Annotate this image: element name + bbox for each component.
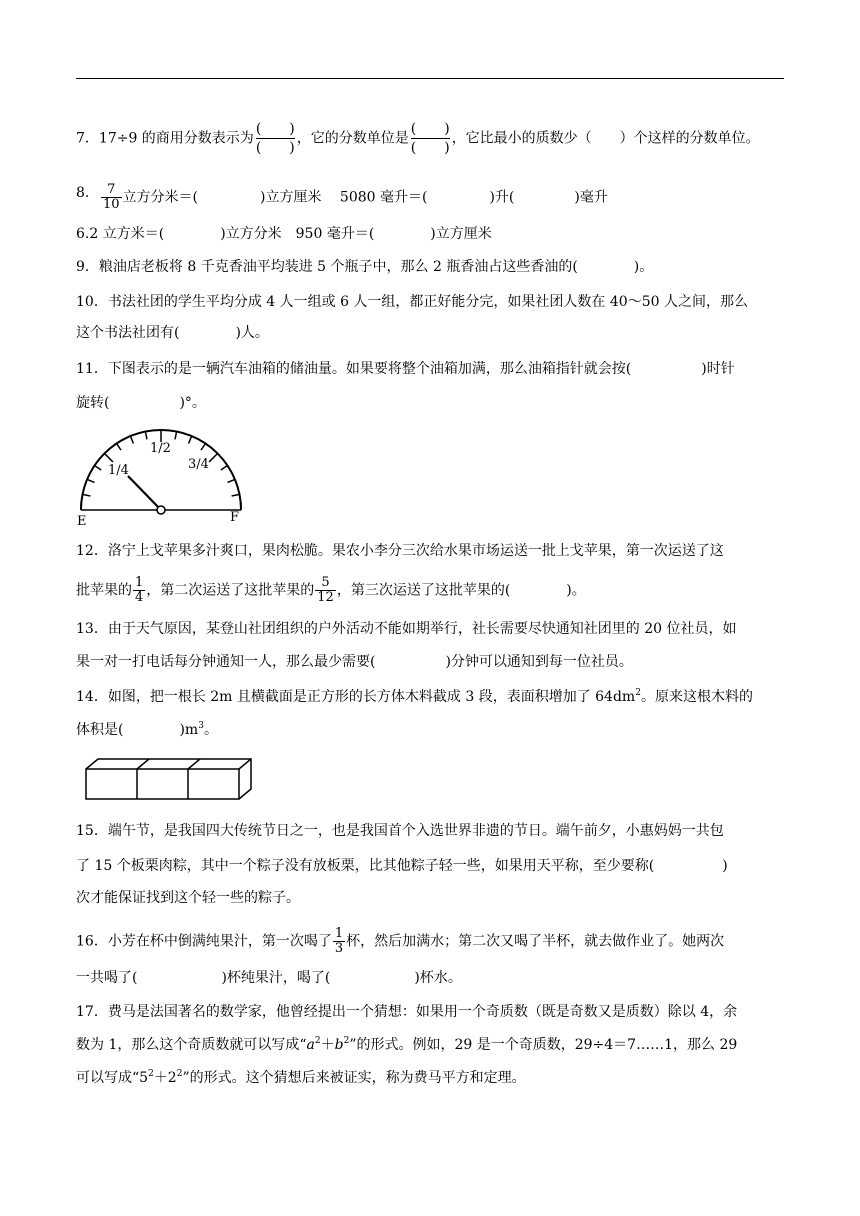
gauge-tick xyxy=(175,432,177,440)
gauge-tick xyxy=(189,436,192,443)
question-14-line2: 体积是( )$m^3$。 xyxy=(76,721,218,738)
fraction-5-12: $\frac{5}{12}$ xyxy=(317,575,334,605)
gauge-ticks xyxy=(83,430,240,496)
fuel-gauge-diagram xyxy=(70,422,260,532)
fraction-1-3: $\frac{1}{3}$ xyxy=(334,926,344,956)
question-10-line1: 10．书法社团的学生平均分成 4 人一组或 6 人一组，都正好能分完，如果社团人数在 40～50 人之间，那么 xyxy=(76,294,748,310)
question-10-line2: 这个书法社团有( )人。 xyxy=(76,325,269,341)
question-11-line2: 旋转( )°。 xyxy=(76,395,206,411)
gauge-tick xyxy=(209,453,217,461)
question-16-line2: 一共喝了( )杯纯果汁，喝了( )杯水。 xyxy=(76,970,462,986)
question-8-line1: $\frac{7}{10}$ 立方分米＝( )立方厘米 5080 毫升＝( )升( )毫升 xyxy=(103,182,608,212)
question-9: 9．粮油店老板将 8 千克香油平均装进 5 个瓶子中，那么 2 瓶香油占这些香油的( )。 xyxy=(76,259,654,275)
question-17-line1: 17．费马是法国著名的数学家，他曾经提出一个猜想：如果用一个奇质数（既是奇数又是质数）除以 4，余 xyxy=(76,1004,738,1020)
question-17-line3: 可以写成“$5^2+2^2$”的形式。这个猜想后来被证实，称为费马平方和定理。 xyxy=(76,1069,526,1086)
question-15-line3: 次才能保证找到这个轻一些的粽子。 xyxy=(76,890,300,906)
gauge-label-full: F xyxy=(230,510,240,525)
question-11-line1: 11．下图表示的是一辆汽车油箱的储油量。如果要将整个油箱加满，那么油箱指针就会按( )时针 xyxy=(76,361,735,377)
question-12-line1: 12．洛宁上戈苹果多汁爽口，果肉松脆。果农小李分三次给水果市场运送一批上戈苹果，第一次运送了这 xyxy=(76,543,724,559)
question-17-line2: 数为 1，那么这个奇质数就可以写成“$a^2+b^2$”的形式。例如，29 是一个奇质数，29÷4＝7……1，那么 29 xyxy=(76,1036,738,1053)
fraction-blank: $\frac{( )}{( )}$ xyxy=(255,121,295,156)
block-top-side xyxy=(86,759,251,799)
question-12-line2: 批苹果的 $\frac{1}{4}$ ，第二次运送了这批苹果的 $\frac{5}{12}$ ，第三次运送了这批苹果的( )。 xyxy=(76,575,586,605)
header-rule xyxy=(76,78,784,79)
fraction-7-10: $\frac{7}{10}$ xyxy=(103,182,120,212)
question-8-label: 8． xyxy=(76,185,99,201)
question-7: 7．17÷9 的商用分数表示为 $\frac{( )}{( )}$ ，它的分数单位是 $\frac{( )}{( )}$ ，它比最小的质数少（ ）个这样的分数单位。 xyxy=(76,121,760,156)
gauge-tick xyxy=(232,494,240,496)
gauge-tick xyxy=(228,479,235,482)
gauge-tick xyxy=(83,494,91,496)
block-front xyxy=(86,769,239,799)
gauge-pivot xyxy=(157,506,165,514)
gauge-tick xyxy=(87,479,94,482)
question-16-line1: 16．小芳在杯中倒满纯果汁，第一次喝了 $\frac{1}{3}$ 杯，然后加满水；第二次又喝了半杯，就去做作业了。她两次 xyxy=(76,926,725,956)
question-13-line1: 13．由于天气原因，某登山社团组织的户外活动不能如期举行，社长需要尽快通知社团里的 20 位社员，如 xyxy=(76,621,737,637)
fraction-1-4: $\frac{1}{4}$ xyxy=(135,575,144,605)
gauge-tick xyxy=(130,436,133,443)
question-8-line2: 6.2 立方米＝( )立方分米 950 毫升＝( )立方厘米 xyxy=(76,226,492,242)
gauge-label-quarter: 1/4 xyxy=(108,463,129,478)
question-15-line1: 15．端午节，是我国四大传统节日之一，也是我国首个入选世界非遗的节日。端午前夕，小惠妈妈一共包 xyxy=(76,823,724,839)
question-14-line1: 14．如图，把一根长 2m 且横截面是正方形的长方体木料截成 3 段，表面积增加了 $64dm^2$。原来这根木料的 xyxy=(76,688,753,705)
gauge-needle xyxy=(128,476,161,510)
gauge-tick xyxy=(117,443,121,450)
gauge-tick xyxy=(201,443,205,450)
gauge-label-empty: E xyxy=(77,514,87,529)
gauge-tick xyxy=(145,432,147,440)
gauge-tick xyxy=(94,466,101,470)
gauge-label-half: 1/2 xyxy=(150,441,171,456)
question-15-line2: 了 15 个板栗肉粽，其中一个粽子没有放板栗，比其他粽子轻一些，如果用天平称，至少要称( ) xyxy=(76,858,728,874)
question-13-line2: 果一对一打电话每分钟通知一人，那么最少需要( )分钟可以通知到每一位社员。 xyxy=(76,654,633,670)
fraction-blank: $\frac{( )}{( )}$ xyxy=(410,121,450,156)
gauge-label-three-quarter: 3/4 xyxy=(188,457,209,472)
gauge-tick xyxy=(221,466,228,470)
gauge-tick xyxy=(104,453,112,461)
wood-block-figure xyxy=(84,757,264,803)
